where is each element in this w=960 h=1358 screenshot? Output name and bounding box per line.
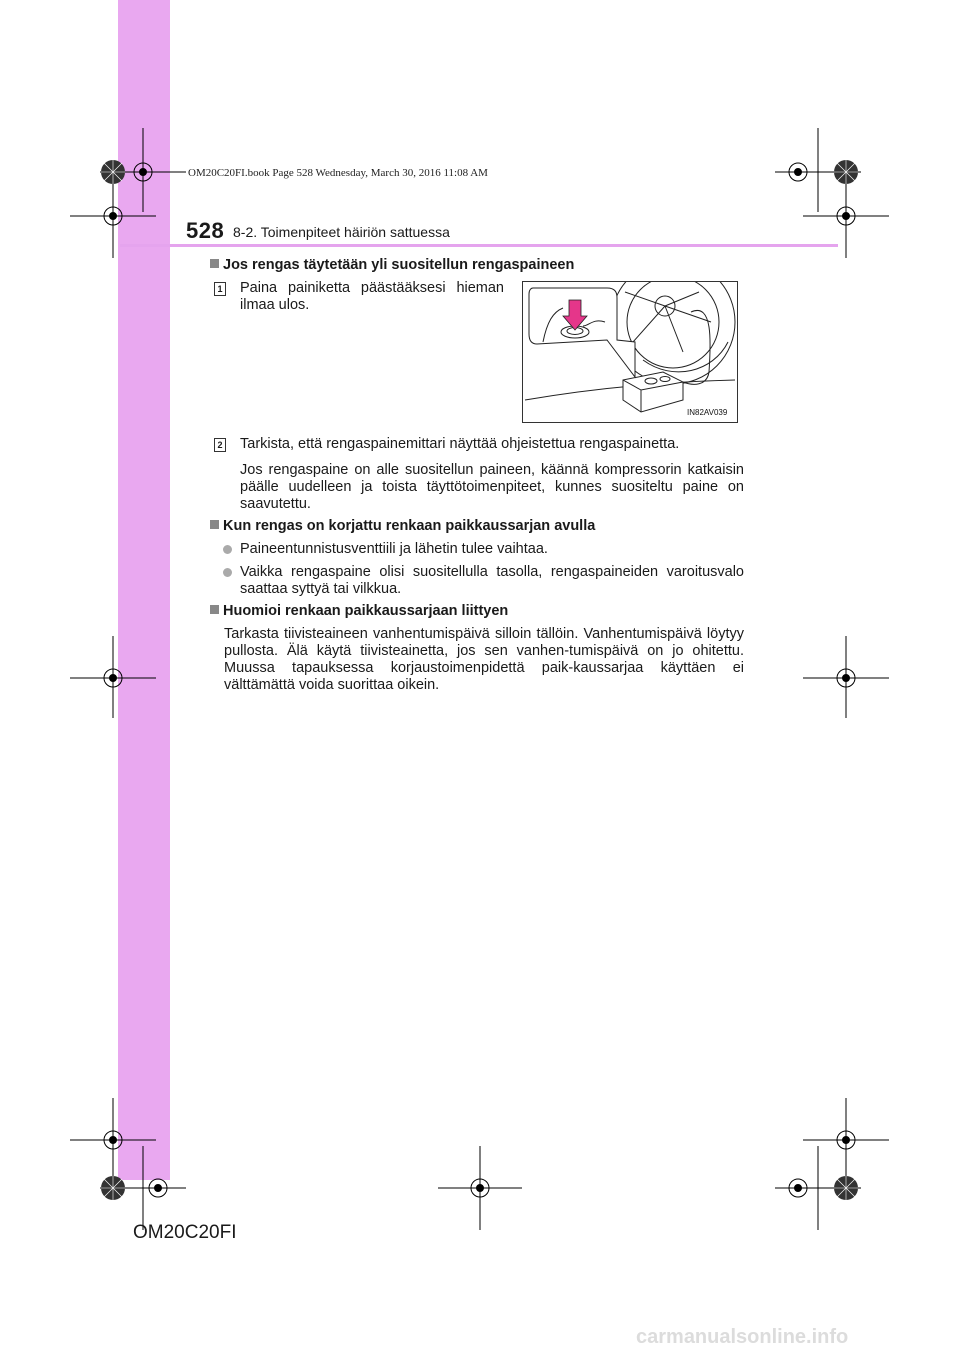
- step-number-2: 2: [214, 438, 226, 452]
- step1-text: Paina painiketta päästääksesi hieman ilmaa ulos.: [240, 280, 504, 313]
- compressor-illustration: [523, 282, 737, 422]
- page-number: 528: [186, 218, 225, 243]
- heading-text: Huomioi renkaan paikkaussarjaan liittyen: [223, 603, 509, 619]
- bullet-icon: [223, 568, 232, 577]
- section-heading-after-repair: [210, 518, 595, 534]
- step2-text: Tarkista, että rengaspainemittari näyttää ohjeistettua rengaspainetta.: [240, 436, 680, 452]
- figure-id: IN82AV039: [687, 408, 728, 417]
- footer-code: OM20C20FI: [133, 1222, 237, 1243]
- bullet-item-1: Paineentunnistusventtiili ja lähetin tulee vaihtaa.: [240, 541, 548, 557]
- repair-kit-note-text: Tarkasta tiivisteaineen vanhentumispäivä silloin tällöin. Vanhentumispäivä löytyy pullosta. Älä käytä tiivisteainetta, jos sen vanhen-tumispäivä on jo ohitettu. Muussa tapauksessa korjaustoimenpidettä paik-kaussarjaa käyttäen ei välttämättä voida suorittaa oikein.: [224, 626, 744, 693]
- step-number-1: 1: [214, 282, 226, 296]
- heading-text: Jos rengas täytetään yli suositellun rengaspaineen: [223, 257, 575, 273]
- figure-compressor: [522, 281, 738, 423]
- site-watermark: carmanualsonline.info: [636, 1326, 849, 1348]
- bullet-item-2: Vaikka rengaspaine olisi suositellulla tasolla, rengaspaineiden varoitusvalo saattaa syttyä tai vilkkua.: [240, 564, 744, 597]
- section-heading-repair-kit-note: [210, 603, 508, 619]
- chapter-title: 8-2. Toimenpiteet häiriön sattuessa: [233, 224, 450, 240]
- bullet-icon: [223, 545, 232, 554]
- step2-note: Jos rengaspaine on alle suositellun paineen, käännä kompressorin katkaisin päälle uudelleen ja toista täyttötoimenpiteet, kunnes suositeltu paine on saavutettu.: [240, 462, 744, 512]
- section-heading-overinflation: [210, 257, 574, 273]
- heading-square-icon: [210, 605, 219, 614]
- heading-square-icon: [210, 259, 219, 268]
- header-rule: [120, 244, 838, 247]
- heading-text: Kun rengas on korjattu renkaan paikkaussarjan avulla: [223, 518, 596, 534]
- heading-square-icon: [210, 520, 219, 529]
- book-info: OM20C20FI.book Page 528 Wednesday, March 30, 2016 11:08 AM: [188, 167, 488, 179]
